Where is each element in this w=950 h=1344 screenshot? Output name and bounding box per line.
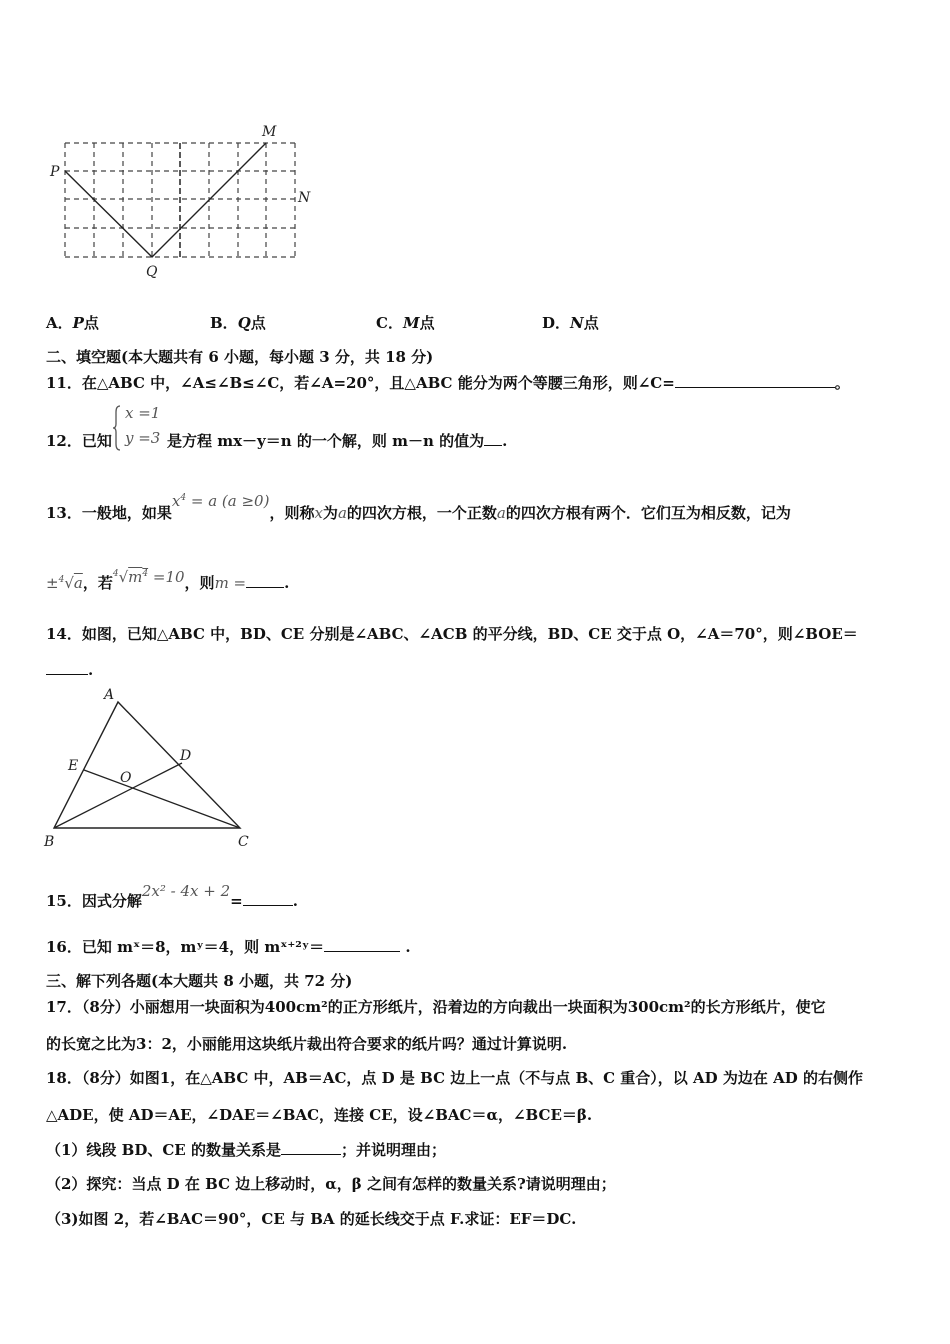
option-c[interactable]: C．M点 <box>376 314 435 332</box>
point-q-label: Q <box>146 264 158 280</box>
grid-figure <box>40 118 320 280</box>
question-14: 14．如图，已知△ABC 中，BD、CE 分别是∠ABC、∠ACB 的平分线，BD、CE 交于点 O，∠A＝70°，则∠BOE＝ <box>46 625 858 643</box>
option-a[interactable]: A．P点 <box>46 314 99 332</box>
question-12: 是方程 mx－y＝n 的一个解，则 m－n 的值为 . <box>167 432 508 450</box>
question-11: 11．在△ABC 中，∠A≤∠B≤∠C，若∠A=20°，且△ABC 能分为两个等腰三角形，则∠C= 。 <box>46 374 850 392</box>
vertex-a-label: A <box>104 687 115 703</box>
root-pm-a: ±$^4$√a <box>46 574 83 592</box>
answer-blank-11[interactable] <box>675 373 835 388</box>
question-13-line2: ±$^4$√a，若$^4√m^4 =10$，则m = . <box>46 568 290 592</box>
root-m4: $^4√m^4 =10$ <box>112 568 185 586</box>
answer-blank-16[interactable] <box>324 937 400 952</box>
question-16: 16．已知 mˣ＝8，mʸ＝4，则 mˣ⁺²ʸ＝ . <box>46 938 411 956</box>
vertex-c-label: C <box>238 834 249 850</box>
question-13-line1: 13．一般地，如果$x^4 = a$ (a ≥0)，则称x为a的四次方根，一个正数a的四次方根有两个．它们互为相反数，记为 <box>46 492 791 522</box>
equation-system <box>113 402 168 454</box>
option-b[interactable]: B．Q点 <box>210 314 266 332</box>
question-18-sub2: （2）探究：当点 D 在 BC 边上移动时，α，β 之间有怎样的数量关系?请说明理由； <box>46 1175 616 1193</box>
triangle-figure <box>40 684 260 854</box>
question-12-num: 12．已知 <box>46 432 112 450</box>
question-18-line2: △ADE，使 AD＝AE，∠DAE＝∠BAC，连接 CE，设∠BAC＝α，∠BCE＝β. <box>46 1106 593 1124</box>
answer-blank-13[interactable] <box>246 573 284 588</box>
point-p-label: P <box>50 164 60 180</box>
segment-ce <box>84 770 240 828</box>
question-17-line1: 17．（8分）小丽想用一块面积为400cm²的正方形纸片，沿着边的方向裁出一块面积为300cm²的长方形纸片，使它 <box>46 998 826 1016</box>
question-15: 15．因式分解2x² - 4x + 2= . <box>46 882 298 910</box>
section3-title: 三、解下列各题(本大题共 8 小题，共 72 分) <box>46 972 353 990</box>
answer-blank-14[interactable] <box>46 660 88 675</box>
point-e-label: E <box>68 758 79 774</box>
triangle-abc <box>54 702 240 828</box>
point-d-label: D <box>180 748 192 764</box>
question-18-line1: 18．（8分）如图1，在△ABC 中，AB＝AC，点 D 是 BC 边上一点（不与点 B、C 重合），以 AD 为边在 AD 的右侧作 <box>46 1069 863 1087</box>
question-14-end: . <box>46 660 93 679</box>
formula-x4: $x^4 = a$ (a ≥0) <box>171 492 270 510</box>
point-n-label: N <box>298 190 311 206</box>
question-18-sub3: （3)如图 2，若∠BAC＝90°，CE 与 BA 的延长线交于点 F.求证：EF＝DC. <box>46 1210 577 1228</box>
question-18-sub1: （1）线段 BD、CE 的数量关系是 ；并说明理由； <box>46 1141 446 1159</box>
option-d[interactable]: D．N点 <box>542 314 599 332</box>
point-o-label: O <box>120 770 132 786</box>
vertex-b-label: B <box>44 834 55 850</box>
section2-title: 二、填空题(本大题共有 6 小题，每小题 3 分，共 18 分) <box>46 348 434 366</box>
path-pqm <box>65 143 266 257</box>
question-17-line2: 的长宽之比为3：2，小丽能用这块纸片裁出符合要求的纸片吗？通过计算说明. <box>46 1035 568 1053</box>
point-m-label: M <box>262 124 277 140</box>
answer-blank-18-1[interactable] <box>281 1140 341 1155</box>
answer-blank-15[interactable] <box>243 891 293 906</box>
system-eq-x: x =1 <box>125 404 161 422</box>
system-eq-y: y =3 <box>125 429 161 447</box>
system-brace <box>113 404 123 452</box>
answer-blank-12[interactable] <box>484 431 502 446</box>
